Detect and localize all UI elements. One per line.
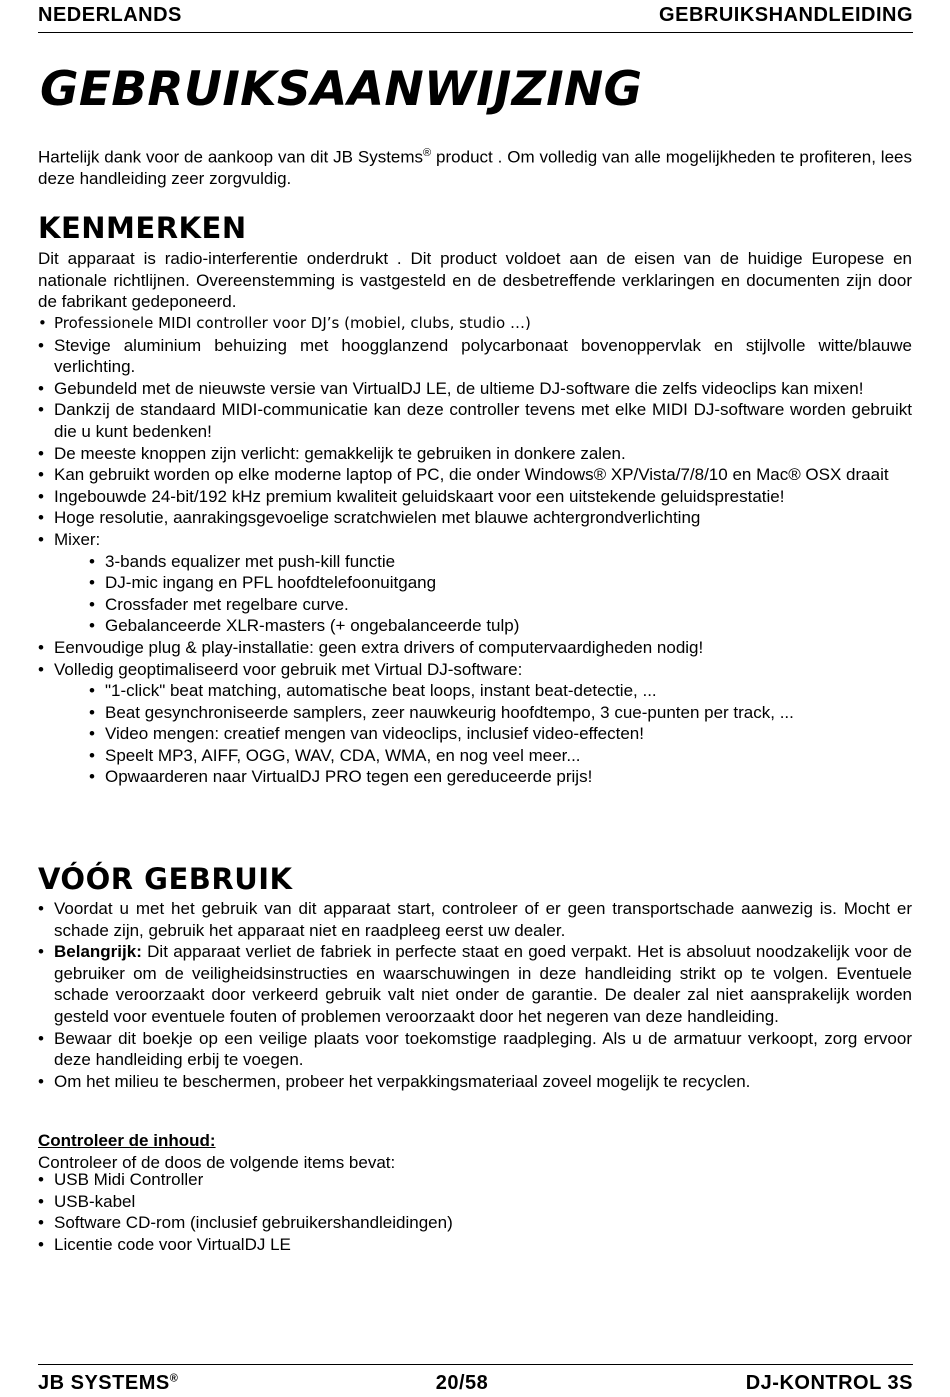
list-item: • Gebundeld met de nieuwste versie van VirtualDJ LE, de ultieme DJ-software die zelfs videoclips kan mixen! (38, 378, 912, 400)
list-item: • Voordat u met het gebruik van dit apparaat start, controleer of er geen transportschade aanwezig is. Mocht er schade zijn, gebruik het apparaat niet en raadpleeg eerst uw dealer. (38, 898, 912, 941)
list-item-virtualdj: • Volledig geoptimaliseerd voor gebruik met Virtual DJ-software: • "1-click" beat matching, automatische beat loops, instant beat-detectie, ... • Beat gesynchroniseerde samplers, zeer nauwkeurig hoofdtempo, 3 cue-punten per track, ... • Video mengen: creatief mengen van videoclips, inclusief video-effecten! • Speelt MP3, AIFF, OGG, WAV, CDA, WMA, en nog veel meer... • Opwaarderen naar VirtualDJ PRO tegen een gereduceerde prijs! (38, 659, 912, 789)
list-item: • Licentie code voor VirtualDJ LE (38, 1234, 912, 1256)
list-item: • Om het milieu te beschermen, probeer het verpakkingsmateriaal zoveel mogelijk te recyclen. (38, 1071, 912, 1093)
footer-model: DJ-KONTROL 3S (745, 1372, 913, 1394)
sublist-item: • 3-bands equalizer met push-kill functie (89, 551, 912, 573)
footer-brand: JB SYSTEMS® (38, 1372, 179, 1394)
contents-heading: Controleer de inhoud: (38, 1131, 216, 1150)
sublist-item: • Crossfader met regelbare curve. (89, 594, 912, 616)
virtualdj-sublist (54, 680, 912, 788)
sublist-item: • Speelt MP3, AIFF, OGG, WAV, CDA, WMA, en nog veel meer... (89, 745, 912, 767)
list-item: • Kan gebruikt worden op elke moderne laptop of PC, die onder Windows® XP/Vista/7/8/10 en Mac® OSX draait (38, 464, 912, 486)
intro-paragraph: Hartelijk dank voor de aankoop van dit JB Systems® product . Om volledig van alle mogelijkheden te profiteren, lees deze handleiding zeer zorgvuldig. (38, 147, 912, 189)
list-item: • Stevige aluminium behuizing met hoogglanzend polycarbonaat bovenoppervlak en stijlvolle witte/blauwe verlichting. (38, 335, 912, 378)
header-doc-type: GEBRUIKSHANDLEIDING (659, 4, 913, 26)
page-header (38, 4, 913, 33)
page-title: GEBRUIKSAANWIJZING (40, 62, 643, 117)
features-list (38, 313, 912, 788)
list-item: • Software CD-rom (inclusief gebruikershandleidingen) (38, 1212, 912, 1234)
sublist-item: • "1-click" beat matching, automatische beat loops, instant beat-detectie, ... (89, 680, 912, 702)
before-use-list (38, 898, 912, 1092)
contents-list (38, 1169, 912, 1255)
page-number: 20/58 (435, 1372, 489, 1394)
mixer-sublist (54, 551, 912, 637)
sublist-item: • Gebalanceerde XLR-masters (+ ongebalanceerde tulp) (89, 615, 912, 637)
page-footer (38, 1364, 913, 1395)
registered-mark: ® (423, 147, 432, 159)
list-item: • USB-kabel (38, 1191, 912, 1213)
list-item: • Eenvoudige plug & play-installatie: geen extra drivers of computervaardigheden nodig! (38, 637, 912, 659)
sublist-item: • Beat gesynchroniseerde samplers, zeer nauwkeurig hoofdtempo, 3 cue-punten per track, ... (89, 702, 912, 724)
header-language: NEDERLANDS (38, 4, 182, 26)
list-item: • Dankzij de standaard MIDI-communicatie kan deze controller tevens met elke MIDI DJ-software worden gebruikt die u kunt bedenken! (38, 399, 912, 442)
list-item-important: • Belangrijk: Dit apparaat verliet de fabriek in perfecte staat en goed verpakt. Het is absoluut noodzakelijk voor de gebruiker om de veiligheidsinstructies en waarschuwingen in deze handleiding strikt op te volgen. Eventuele schade veroorzaakt door verkeerd gebruik valt niet onder de garantie. De dealer zal niet aansprakelijk worden gesteld voor eventuele fouten of problemen veroorzaakt door het negeren van deze handleiding. (38, 941, 912, 1027)
list-item: • Ingebouwde 24-bit/192 kHz premium kwaliteit geluidskaart voor een uitstekende geluidsprestatie! (38, 486, 912, 508)
contents-intro: Controleer of de doos de volgende items bevat: (38, 1153, 396, 1172)
list-item: • USB Midi Controller (38, 1169, 912, 1191)
section-heading-kenmerken: KENMERKEN (38, 211, 247, 245)
sublist-item: • Video mengen: creatief mengen van videoclips, inclusief video-effecten! (89, 723, 912, 745)
section-heading-voor-gebruik: VÓÓR GEBRUIK (38, 862, 293, 896)
list-item: • Professionele MIDI controller voor DJ’s (mobiel, clubs, studio …) (38, 313, 912, 335)
registered-mark: ® (169, 1372, 179, 1385)
list-item-mixer: • Mixer: • 3-bands equalizer met push-kill functie • DJ-mic ingang en PFL hoofdtelefoonuitgang • Crossfader met regelbare curve. • Gebalanceerde XLR-masters (+ ongebalanceerde tulp) (38, 529, 912, 637)
sublist-item: • Opwaarderen naar VirtualDJ PRO tegen een gereduceerde prijs! (89, 766, 912, 788)
list-item: • Bewaar dit boekje op een veilige plaats voor toekomstige raadpleging. Als u de armatuur verkoopt, zorg ervoor deze handleiding erbij te voegen. (38, 1028, 912, 1071)
list-item: • Hoge resolutie, aanrakingsgevoelige scratchwielen met blauwe achtergrondverlichting (38, 507, 912, 529)
list-item: • De meeste knoppen zijn verlicht: gemakkelijk te gebruiken in donkere zalen. (38, 443, 912, 465)
kenmerken-paragraph: Dit apparaat is radio-interferentie onderdrukt . Dit product voldoet aan de eisen van de huidige Europese en nationale richtlijnen. Overeenstemming is vastgesteld en de desbetreffende verklaringen en documenten zijn door de fabrikant gedeponeerd. (38, 249, 912, 311)
sublist-item: • DJ-mic ingang en PFL hoofdtelefoonuitgang (89, 572, 912, 594)
important-label: Belangrijk: (54, 942, 142, 962)
